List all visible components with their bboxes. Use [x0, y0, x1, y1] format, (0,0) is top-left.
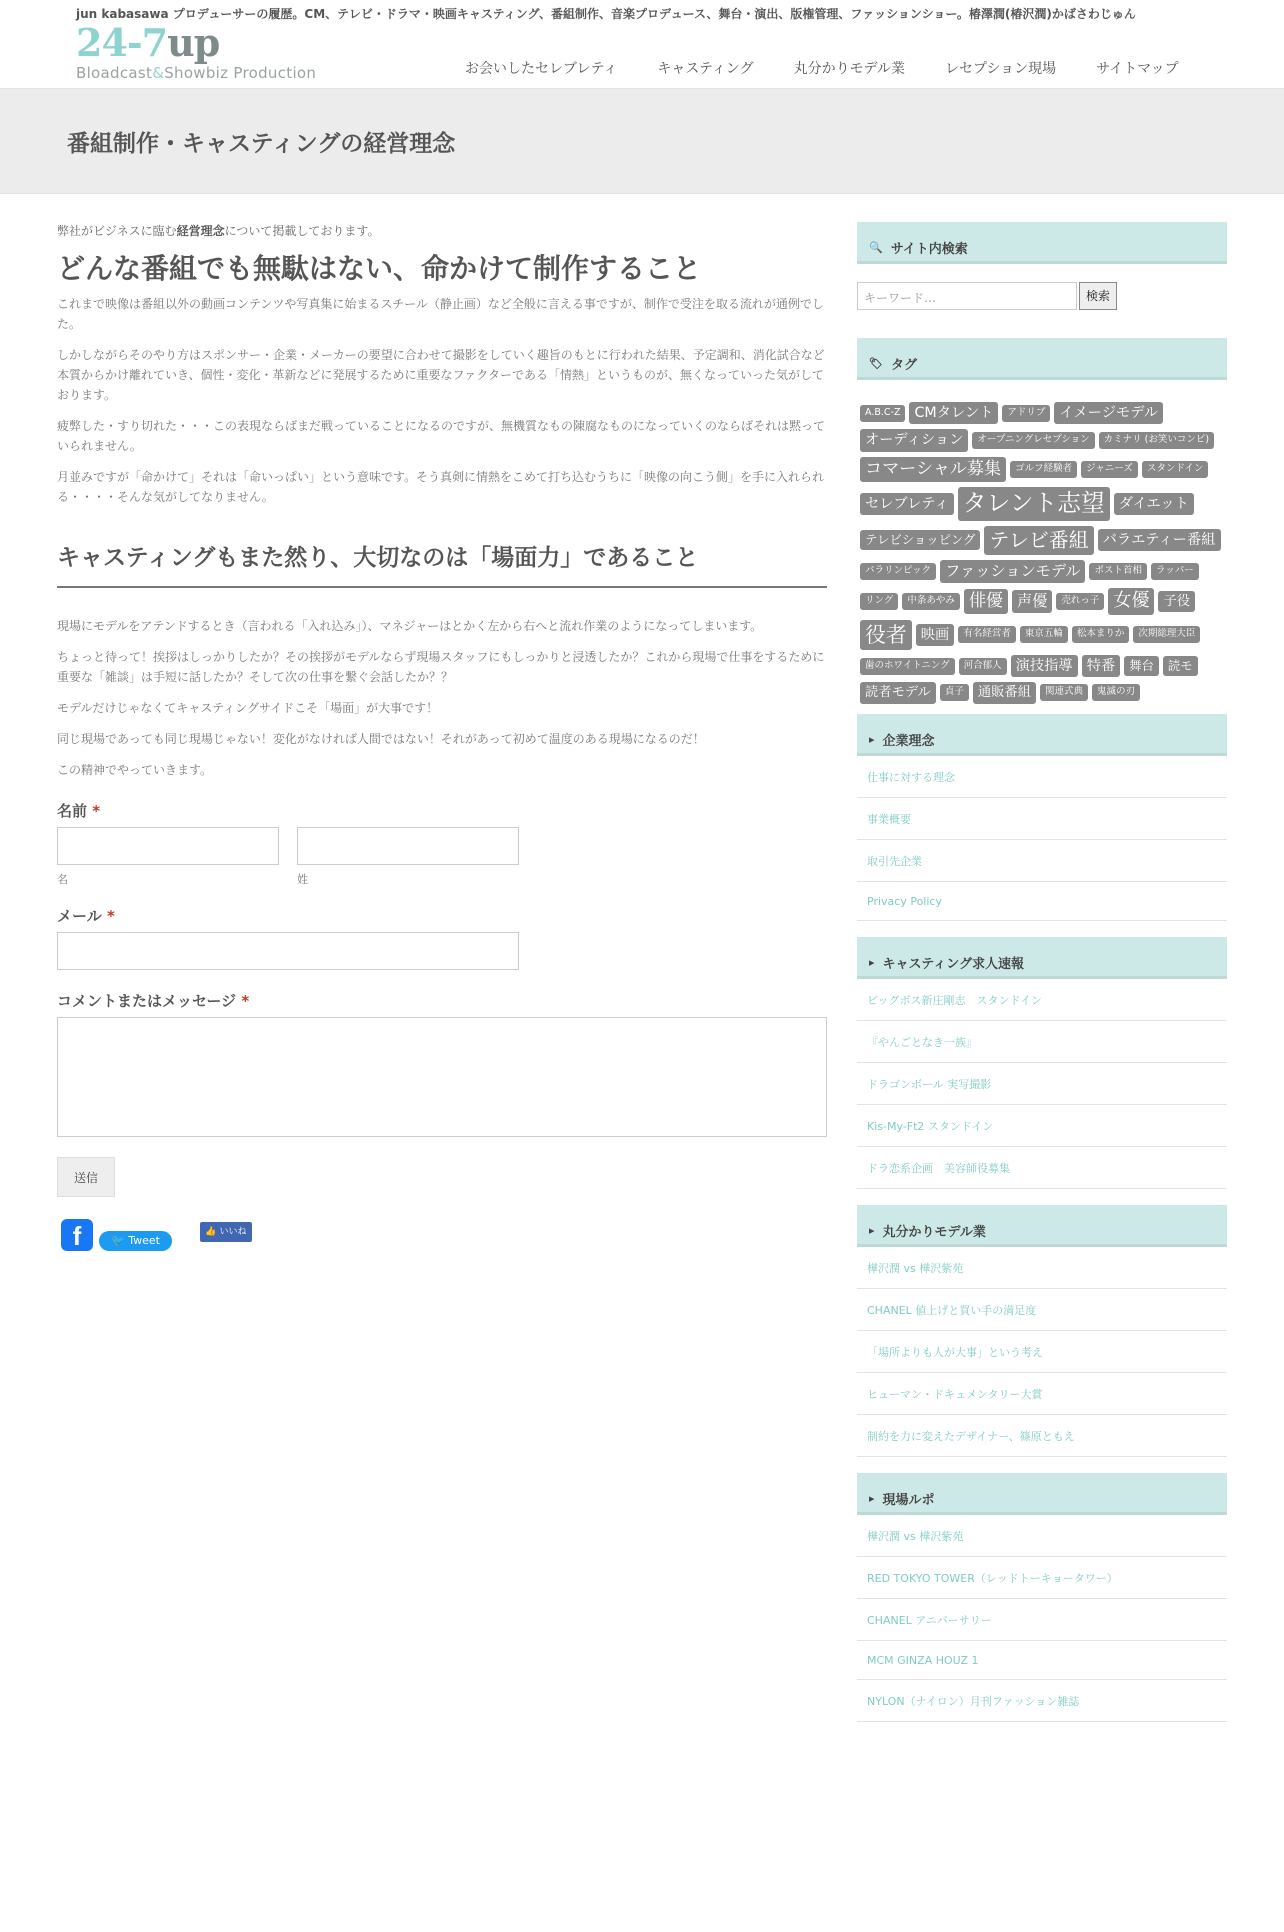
- message-field[interactable]: [57, 1017, 827, 1137]
- nav-item-casting[interactable]: キャスティング: [657, 61, 754, 77]
- widget-link[interactable]: ビッグボス新庄剛志 スタンドイン: [867, 993, 1043, 1007]
- paragraph: 同じ現場であっても同じ現場じゃない！変化がなければ人間ではない！それがあって初めて温度のある現場になるのだ！: [57, 732, 705, 746]
- widget-link[interactable]: 樺沢潤 vs 樺沢紫苑: [867, 1261, 964, 1275]
- search-widget-title: 🔍 サイト内検索: [857, 222, 1227, 264]
- widget-link[interactable]: 「場所よりも人が大事」という考え: [867, 1345, 1043, 1359]
- widget-link-list: [857, 979, 1227, 1189]
- sidebar-widget: [857, 1205, 1227, 1457]
- tag-link[interactable]: 売れっ子: [1056, 593, 1104, 610]
- list-item: [857, 756, 1227, 798]
- search-input[interactable]: キーワード…: [857, 282, 1077, 310]
- sidebar-widget: [857, 937, 1227, 1189]
- site-header: [0, 0, 1284, 88]
- paragraph: 現場にモデルをアテンドするとき（言われる「入れ込み」）、マネジャーはとかく左から右へと流れ作業のようになってしまいます。: [57, 619, 763, 633]
- main-content: [57, 222, 827, 1251]
- caret-right-icon: ▸: [869, 1223, 875, 1237]
- tag-link[interactable]: 特番: [1082, 655, 1121, 677]
- tag-link[interactable]: 役者: [860, 620, 912, 650]
- like-button[interactable]: 👍 いいね: [200, 1222, 252, 1242]
- tags-widget-title: 🏷 タグ: [857, 338, 1227, 380]
- list-item: [857, 1373, 1227, 1415]
- nav-item-sitemap[interactable]: サイトマップ: [1096, 61, 1179, 77]
- page-title-banner: [0, 88, 1284, 194]
- widget-link-list: [857, 1515, 1227, 1722]
- site-tagline: jun kabasawa プロデューサーの履歴。CM、テレビ・ドラマ・映画キャスティング、番組制作、音楽プロデュース、舞台・演出、版権管理、ファッションショー。椿澤潤(椿沢潤)かばさわじゅん: [76, 7, 1136, 21]
- widget-title: ▸ 企業理念: [857, 714, 1227, 756]
- tag-link[interactable]: セレブレティ: [860, 493, 954, 515]
- tag-link[interactable]: アドリブ: [1002, 405, 1050, 422]
- submit-button[interactable]: 送信: [57, 1157, 115, 1197]
- name-label: 名前 *: [57, 802, 101, 820]
- tag-link[interactable]: 読モ: [1163, 656, 1198, 676]
- tag-link[interactable]: 女優: [1108, 588, 1154, 615]
- list-item: [857, 1021, 1227, 1063]
- section-heading-2: キャスティングもまた然り、大切なのは「場面力」であること: [57, 539, 827, 588]
- tag-link[interactable]: 歯のホワイトニング: [860, 658, 955, 675]
- list-item: [857, 1515, 1227, 1557]
- tag-link[interactable]: イメージモデル: [1054, 402, 1163, 424]
- tag-link[interactable]: スタンドイン: [1142, 461, 1209, 478]
- nav-item-reception[interactable]: レセプション現場: [944, 61, 1057, 77]
- first-name-label: 名: [57, 873, 68, 886]
- tag-link[interactable]: 子役: [1158, 591, 1195, 612]
- paragraph: この精神でやっていきます。: [57, 763, 213, 777]
- tag-link[interactable]: ポスト首相: [1089, 563, 1147, 580]
- widget-title: ▸ 現場ルポ: [857, 1473, 1227, 1515]
- list-item: [857, 1331, 1227, 1373]
- widget-title: ▸ キャスティング求人速報: [857, 937, 1227, 979]
- tag-link[interactable]: ラッパー: [1151, 563, 1199, 580]
- list-item: [857, 798, 1227, 840]
- search-button[interactable]: 検索: [1079, 282, 1117, 310]
- tag-link[interactable]: ゴルフ経験者: [1010, 461, 1077, 478]
- tag-link[interactable]: 通販番組: [973, 682, 1036, 703]
- message-label: コメントまたはメッセージ *: [57, 992, 250, 1010]
- list-item: [857, 1599, 1227, 1641]
- tag-link[interactable]: 読者モデル: [860, 682, 936, 703]
- tag-link[interactable]: テレビ番組: [984, 526, 1093, 555]
- widget-link[interactable]: ドラゴンボール 実写撮影: [867, 1077, 992, 1091]
- article-intro: 弊社がビジネスに臨む経営理念について掲載しております。: [57, 224, 380, 238]
- paragraph: 月並みですが「命かけて」それは「命いっぱい」という意味です。そう真剣に情熱をこめて打ち込むうちに「映像の向こう側」を手に入れられる・・・・そんな気がしてなりません。: [57, 470, 825, 504]
- widget-link[interactable]: NYLON（ナイロン）月刊ファッション雑誌: [867, 1694, 1080, 1708]
- widget-link-list: [857, 756, 1227, 921]
- tag-link[interactable]: パラリンピック: [860, 563, 936, 580]
- sidebar-widget: [857, 1473, 1227, 1722]
- tag-link[interactable]: 河合郁人: [959, 658, 1007, 675]
- email-field[interactable]: [57, 932, 519, 970]
- logo-subtitle: Bloadcast&Showbiz Production: [76, 64, 317, 82]
- widget-link[interactable]: CHANEL 値上げと買い手の満足度: [867, 1303, 1037, 1317]
- list-item: [857, 1105, 1227, 1147]
- tag-link[interactable]: オープニングレセプション: [972, 432, 1094, 449]
- list-item: [857, 1247, 1227, 1289]
- list-item: [857, 840, 1227, 882]
- list-item: [857, 979, 1227, 1021]
- last-name-field[interactable]: [297, 827, 519, 865]
- caret-right-icon: ▸: [869, 1491, 875, 1505]
- tag-link[interactable]: 有名経営者: [958, 626, 1016, 643]
- tag-link[interactable]: ファッションモデル: [940, 560, 1085, 583]
- tag-link[interactable]: A.B.C-Z: [860, 405, 905, 422]
- list-item: [857, 1557, 1227, 1599]
- widget-link[interactable]: 制約を力に変えたデザイナー、篠原ともえ: [867, 1429, 1075, 1443]
- search-form: [857, 282, 1227, 310]
- tag-link[interactable]: ダイエット: [1114, 493, 1194, 515]
- widget-link[interactable]: 取引先企業: [867, 854, 922, 868]
- widget-link[interactable]: RED TOKYO TOWER（レッドトーキョータワー）: [867, 1571, 1118, 1585]
- widget-link[interactable]: ドラ恋系企画 美容師役募集: [867, 1161, 1010, 1175]
- widget-link[interactable]: ヒューマン・ドキュメンタリー大賞: [867, 1387, 1043, 1401]
- widget-link[interactable]: Kis-My-Ft2 スタンドイン: [867, 1119, 994, 1133]
- page-title: 番組制作・キャスティングの経営理念: [67, 131, 456, 157]
- list-item: [857, 882, 1227, 921]
- paragraph: モデルだけじゃなくてキャスティングサイドこそ「場面」が大事です！: [57, 701, 439, 715]
- email-label: メール *: [57, 907, 115, 925]
- section-heading-1: どんな番組でも無駄はない、命かけて制作すること: [57, 252, 702, 285]
- widget-link[interactable]: Privacy Policy: [867, 894, 942, 908]
- share-bar: [57, 1219, 827, 1251]
- list-item: [857, 1289, 1227, 1331]
- tag-link[interactable]: 東京五輪: [1020, 626, 1068, 643]
- caret-right-icon: ▸: [869, 955, 875, 969]
- list-item: [857, 1680, 1227, 1722]
- tag-link[interactable]: バラエティー番組: [1098, 529, 1221, 551]
- tag-icon: 🏷: [869, 357, 883, 370]
- main-nav: [445, 58, 1199, 78]
- tag-cloud: [857, 380, 1227, 714]
- sidebar-widgets: [857, 714, 1227, 1722]
- paragraph: しかしながらそのやり方はスポンサー・企業・メーカーの要望に合わせて撮影をしていく趣旨のもとに行われた結果、予定調和、消化試合など本質からかけ離れていき、個性・変化・革新などに発展するために重要なファクターである「情熱」というものが、無くなっていった気がしております。: [57, 348, 825, 402]
- tag-link[interactable]: 次期総理大臣: [1133, 626, 1200, 643]
- nav-item-model[interactable]: 丸分かりモデル業: [793, 61, 905, 77]
- search-icon: 🔍: [869, 241, 883, 254]
- tag-link[interactable]: CMタレント: [909, 402, 998, 424]
- list-item: [857, 1063, 1227, 1105]
- tag-link[interactable]: 貞子: [940, 684, 969, 701]
- tag-link[interactable]: 映画: [916, 624, 955, 646]
- tag-link[interactable]: 中条あやみ: [902, 593, 960, 610]
- tag-link[interactable]: 声優: [1012, 590, 1052, 613]
- list-item: [857, 1641, 1227, 1680]
- widget-link[interactable]: MCM GINZA HOUZ 1: [867, 1653, 979, 1667]
- paragraph: これまで映像は番組以外の動画コンテンツや写真集に始まるスチール（静止画）など全般に言える事ですが、制作で受注を取る流れが通例でした。: [57, 297, 824, 331]
- tag-link[interactable]: オーディション: [860, 429, 968, 451]
- tag-link[interactable]: 鬼滅の刃: [1092, 684, 1140, 701]
- tag-link[interactable]: タレント志望: [958, 487, 1110, 520]
- widget-link[interactable]: CHANEL アニバーサリー: [867, 1613, 992, 1627]
- list-item: [857, 1415, 1227, 1457]
- contact-form: [57, 800, 827, 1197]
- widget-link-list: [857, 1247, 1227, 1457]
- widget-link[interactable]: 『やんごとなき一族』: [867, 1035, 977, 1049]
- logo-wordmark: 24-7up: [76, 20, 220, 65]
- tag-link[interactable]: 舞台: [1124, 656, 1159, 676]
- widget-link[interactable]: 仕事に対する理念: [867, 770, 955, 784]
- caret-right-icon: ▸: [869, 732, 875, 746]
- tag-link[interactable]: カミナリ (お笑いコンビ): [1099, 432, 1214, 449]
- tag-link[interactable]: 関連式典: [1040, 684, 1088, 701]
- tag-link[interactable]: テレビショッピング: [860, 530, 980, 550]
- widget-link[interactable]: 樺沢潤 vs 樺沢紫苑: [867, 1529, 964, 1543]
- tag-link[interactable]: 俳優: [964, 589, 1008, 615]
- list-item: [857, 1147, 1227, 1189]
- tag-link[interactable]: ジャニーズ: [1081, 461, 1138, 478]
- paragraph: 疲弊した・すり切れた・・・この表現ならばまだ戦っていることになるのですが、無機質なもの陳腐なものになっていくのならばそれは黙っていられません。: [57, 419, 826, 453]
- facebook-share-icon[interactable]: f: [61, 1219, 93, 1251]
- tweet-button[interactable]: 🐦 Tweet: [99, 1231, 172, 1251]
- tag-link[interactable]: リング: [860, 593, 898, 610]
- paragraph: ちょっと待って！挨拶はしっかりしたか？その挨拶がモデルならず現場スタッフにもしっかりと浸透したか？これから現場で仕事をするために重要な「雑談」は手短に話したか？そして次の仕事を繋ぐ会話したか？？: [57, 650, 825, 684]
- sidebar: [857, 222, 1227, 1738]
- widget-title: ▸ 丸分かりモデル業: [857, 1205, 1227, 1247]
- widget-link[interactable]: 事業概要: [867, 812, 911, 826]
- tag-link[interactable]: コマーシャル募集: [860, 457, 1006, 483]
- last-name-label: 姓: [297, 873, 308, 886]
- site-logo[interactable]: [76, 20, 317, 82]
- tag-link[interactable]: 演技指導: [1011, 655, 1078, 677]
- sidebar-widget: [857, 714, 1227, 921]
- tag-link[interactable]: 松本まりか: [1072, 626, 1130, 643]
- nav-item-celebrity[interactable]: お会いしたセレブレティ: [465, 61, 618, 77]
- first-name-field[interactable]: [57, 827, 279, 865]
